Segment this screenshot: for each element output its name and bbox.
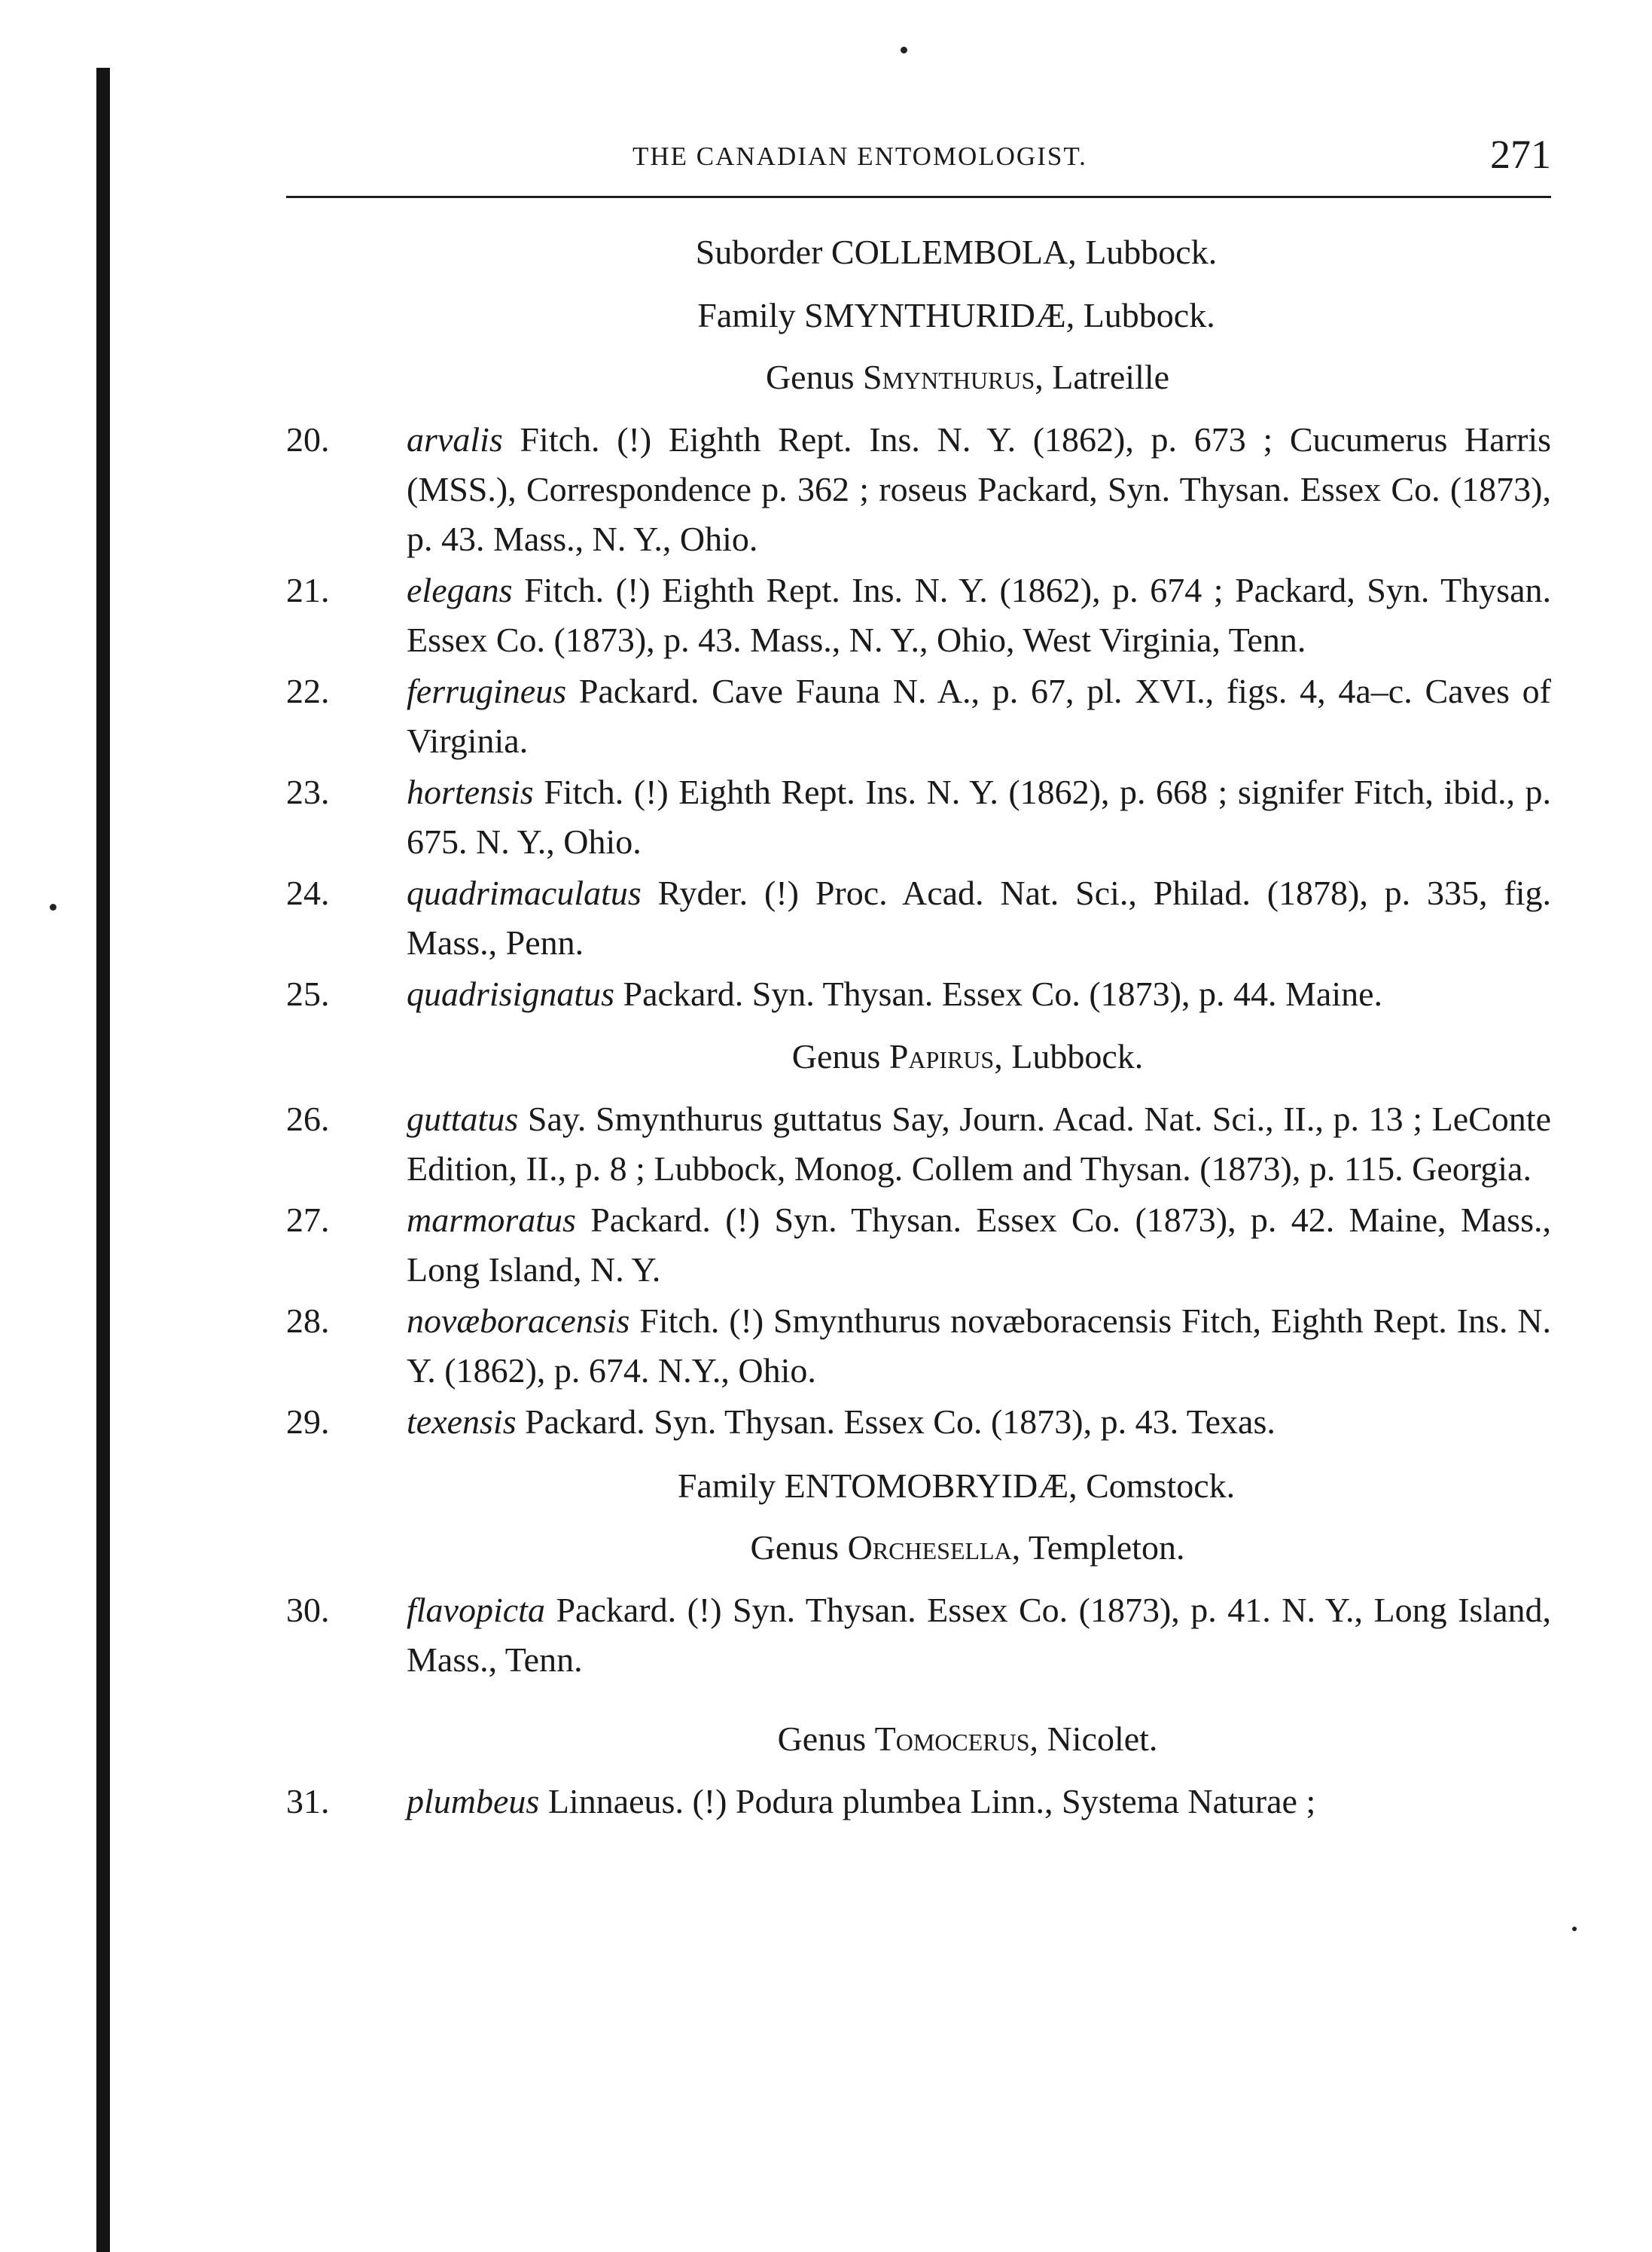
print-speck: [1572, 1927, 1577, 1931]
species-name: guttatus: [407, 1100, 519, 1138]
entry-number: 26.: [286, 1100, 330, 1138]
genus-prefix: Genus: [791, 1037, 889, 1076]
species-entry: [286, 415, 1551, 564]
genus-heading: [286, 1033, 1551, 1081]
species-entry: [286, 1585, 1551, 1685]
entry-number: 31.: [286, 1782, 330, 1820]
suborder-heading: Suborder COLLEMBOLA, Lubbock.: [695, 233, 1218, 271]
species-name: marmoratus: [407, 1201, 576, 1239]
entry-text: Linnaeus. (!) Podura plumbea Linn., Systema Naturae ;: [539, 1782, 1316, 1820]
genus-prefix: Genus: [765, 358, 863, 396]
genus-author: , Lubbock.: [994, 1037, 1144, 1076]
species-entry: [286, 868, 1551, 968]
genus-name: Orchesella: [847, 1528, 1012, 1567]
genus-heading: [286, 1715, 1551, 1763]
species-entry: [286, 1195, 1551, 1295]
header-rule: [286, 196, 1551, 198]
entry-number: 25.: [286, 975, 330, 1013]
genus-author: , Latreille: [1035, 358, 1170, 396]
entry-text: Packard. (!) Syn. Thysan. Essex Co. (1873), p. 42. Maine, Mass., Long Island, N. Y.: [407, 1201, 1551, 1289]
species-name: quadrisignatus: [407, 975, 615, 1013]
genus-prefix: Genus: [750, 1528, 848, 1567]
species-entry: [286, 969, 1551, 1019]
species-name: flavopicta: [407, 1591, 545, 1629]
entry-text: Fitch. (!) Eighth Rept. Ins. N. Y. (1862), p. 673 ; Cucumerus Harris (MSS.), Correspondence p. 362 ; roseus Packard, Syn. Thysan. Essex Co. (1873), p. 43. Mass., N. Y., Ohio.: [407, 420, 1551, 558]
running-head: [286, 132, 1551, 188]
genus-author: , Templeton.: [1011, 1528, 1185, 1567]
entry-number: 22.: [286, 672, 330, 710]
entry-number: 30.: [286, 1591, 330, 1629]
family-heading: Family ENTOMOBRYIDÆ, Comstock.: [677, 1466, 1236, 1505]
print-speck: [901, 47, 907, 53]
print-speck: [50, 904, 56, 911]
species-name: hortensis: [407, 773, 534, 811]
species-name: arvalis: [407, 420, 503, 459]
species-entry: [286, 667, 1551, 766]
page-number: 271: [1490, 132, 1551, 177]
genus-author: , Nicolet.: [1029, 1720, 1158, 1758]
genus-name: Papirus: [888, 1037, 995, 1076]
entry-text: Packard. Syn. Thysan. Essex Co. (1873), p. 43. Texas.: [516, 1402, 1276, 1441]
species-name: ferrugineus: [407, 672, 567, 710]
entry-text: Packard. Cave Fauna N. A., p. 67, pl. XVI., figs. 4, 4a–c. Caves of Virginia.: [407, 672, 1551, 760]
entry-number: 24.: [286, 874, 330, 912]
genus-prefix: Genus: [777, 1720, 875, 1758]
spacer: [286, 1686, 1551, 1701]
species-name: quadrimaculatus: [407, 874, 642, 912]
entry-text: Fitch. (!) Smynthurus novæboracensis Fitch, Eighth Rept. Ins. N. Y. (1862), p. 674. N.Y., Ohio.: [407, 1301, 1551, 1390]
entry-number: 20.: [286, 420, 330, 459]
document-page: [286, 132, 1551, 1828]
genus-heading: [286, 353, 1551, 401]
genus-name: Tomocerus: [874, 1720, 1030, 1758]
entry-text: Packard. (!) Syn. Thysan. Essex Co. (1873), p. 41. N. Y., Long Island, Mass., Tenn.: [407, 1591, 1551, 1679]
species-entry: [286, 1094, 1551, 1194]
species-entry: [286, 767, 1551, 867]
species-entry: [286, 566, 1551, 665]
binding-edge: [96, 68, 110, 2252]
genus-name: Smynthurus: [862, 358, 1035, 396]
entry-number: 27.: [286, 1201, 330, 1239]
entry-text: Packard. Syn. Thysan. Essex Co. (1873), p. 44. Maine.: [614, 975, 1383, 1013]
entry-number: 23.: [286, 773, 330, 811]
entry-text: Say. Smynthurus guttatus Say, Journ. Acad. Nat. Sci., II., p. 13 ; LeConte Edition, II., p. 8 ; Lubbock, Monog. Collem and Thysan. (1873), p. 115. Georgia.: [407, 1100, 1551, 1188]
journal-title: THE CANADIAN ENTOMOLOGIST.: [632, 142, 1087, 171]
entry-text: Fitch. (!) Eighth Rept. Ins. N. Y. (1862), p. 668 ; signifer Fitch, ibid., p. 675. N. Y., Ohio.: [407, 773, 1551, 861]
species-name: elegans: [407, 571, 513, 609]
species-entry: [286, 1777, 1551, 1826]
entry-number: 21.: [286, 571, 330, 609]
species-name: plumbeus: [407, 1782, 540, 1820]
entry-number: 28.: [286, 1301, 330, 1340]
entry-text: Fitch. (!) Eighth Rept. Ins. N. Y. (1862), p. 674 ; Packard, Syn. Thysan. Essex Co. (1873), p. 43. Mass., N. Y., Ohio, West Virginia, Tenn.: [407, 571, 1551, 659]
genus-heading: [286, 1524, 1551, 1572]
species-name: novæboracensis: [407, 1301, 630, 1340]
species-entry: [286, 1397, 1551, 1447]
family-heading: Family SMYNTHURIDÆ, Lubbock.: [697, 296, 1215, 334]
entry-number: 29.: [286, 1402, 330, 1441]
species-name: texensis: [407, 1402, 517, 1441]
species-entry: [286, 1296, 1551, 1396]
entry-text: Ryder. (!) Proc. Acad. Nat. Sci., Philad. (1878), p. 335, fig. Mass., Penn.: [407, 874, 1551, 962]
